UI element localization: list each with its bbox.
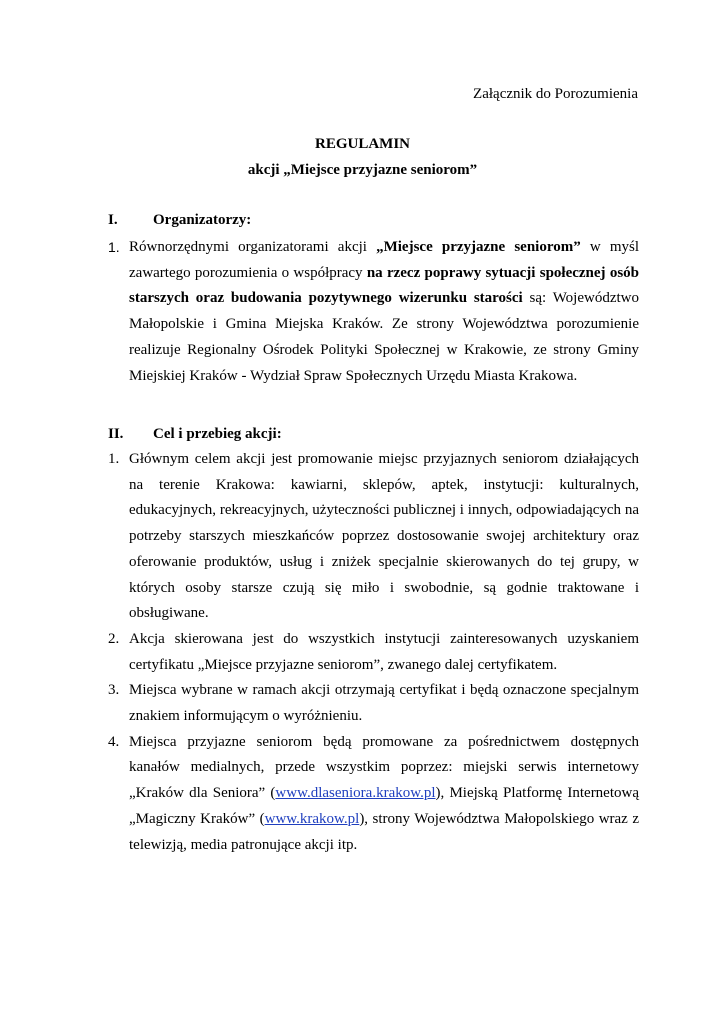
list-item-bold-text: na rzecz poprawy sytuacji społecznej osób starszych oraz budowania pozytywnego wizerunku starości — [129, 264, 640, 307]
list-item-text: Akcja skierowana jest do wszystkich instytucji zainteresowanych uzyskaniem certyfikatu „Miejsce przyjazne seniorom”, zwanego dalej certyfikatem. — [129, 630, 639, 673]
section-2-title: Cel i przebieg akcji: — [153, 426, 282, 442]
document-subtitle: akcji „Miejsce przyjazne seniorom” — [247, 162, 478, 178]
list-item-bold-text: „Miejsce przyjazne seniorom” — [376, 239, 581, 255]
list-item-text: ), strony Województwa Małopolskiego wraz z telewizją, media patronujące akcji itp. — [129, 810, 639, 853]
list-item-number: 4. — [108, 733, 120, 750]
section-2-heading — [108, 426, 282, 443]
list-item-number: 2. — [108, 630, 120, 647]
document-title: REGULAMIN — [314, 136, 410, 152]
section-1-number: I. — [108, 212, 118, 228]
list-item — [108, 678, 639, 729]
list-item-number: 3. — [108, 682, 120, 699]
section-1-heading — [108, 212, 251, 229]
list-item-text: Miejsca wybrane w ramach akcji otrzymają certyfikat i będą oznaczone specjalnym znakiem informującym o wyróżnieniu. — [129, 682, 639, 725]
list-item — [108, 235, 639, 389]
list-item — [108, 730, 639, 859]
list-item-text: Głównym celem akcji jest promowanie miejsc przyjaznych seniorom działających na terenie Krakowa: kawiarni, sklepów, aptek, instytucji: kulturalnych, edukacyjnych, rekreacyjnych, użyteczności publicznej i innych, odpowiadających na potrzeby starszych mieszkańców poprzez dostosowanie swojej architektury oraz oferowanie produktów, usług i zniżek specjalnie skierowanych do tej grupy, w których osoby starsze czują się miło i swobodnie, są godnie traktowane i obsługiwane. — [129, 451, 639, 622]
list-item-text: Równorzędnymi organizatorami akcji — [129, 239, 377, 255]
section-1-title: Organizatorzy: — [153, 212, 252, 228]
list-item-number: 1. — [108, 451, 120, 467]
section-2-list — [108, 447, 639, 858]
list-item-text: w myśl zawartego porozumienia o współpracy — [129, 239, 640, 281]
annex-label: Załącznik do Porozumienia — [473, 86, 638, 102]
list-item — [108, 447, 639, 627]
list-item-text: ), Miejską Platformę Internetową „Magiczny Kraków” ( — [129, 785, 639, 827]
krakow-link[interactable]: www.krakow.pl — [264, 810, 360, 827]
section-2-number: II. — [108, 426, 124, 442]
list-item-number: 1. — [108, 239, 120, 255]
section-1-list — [108, 235, 639, 389]
dlaseniora-link[interactable]: www.dlaseniora.krakow.pl — [275, 785, 436, 802]
list-item — [108, 627, 639, 678]
list-item-text: Miejsca przyjazne seniorom będą promowane za pośrednictwem dostępnych kanałów medialnych, przede wszystkim poprzez: miejski serwis internetowy „Kraków dla Seniora” ( — [129, 733, 639, 802]
list-item-text: są: Województwo Małopolskie i Gmina Miejska Kraków. Ze strony Województwa porozumienie realizuje Regionalny Ośrodek Polityki Społecznej w Krakowie, ze strony Gminy Miejskiej Kraków - Wydział Spraw Społecznych Urzędu Miasta Krakowa. — [129, 290, 639, 384]
